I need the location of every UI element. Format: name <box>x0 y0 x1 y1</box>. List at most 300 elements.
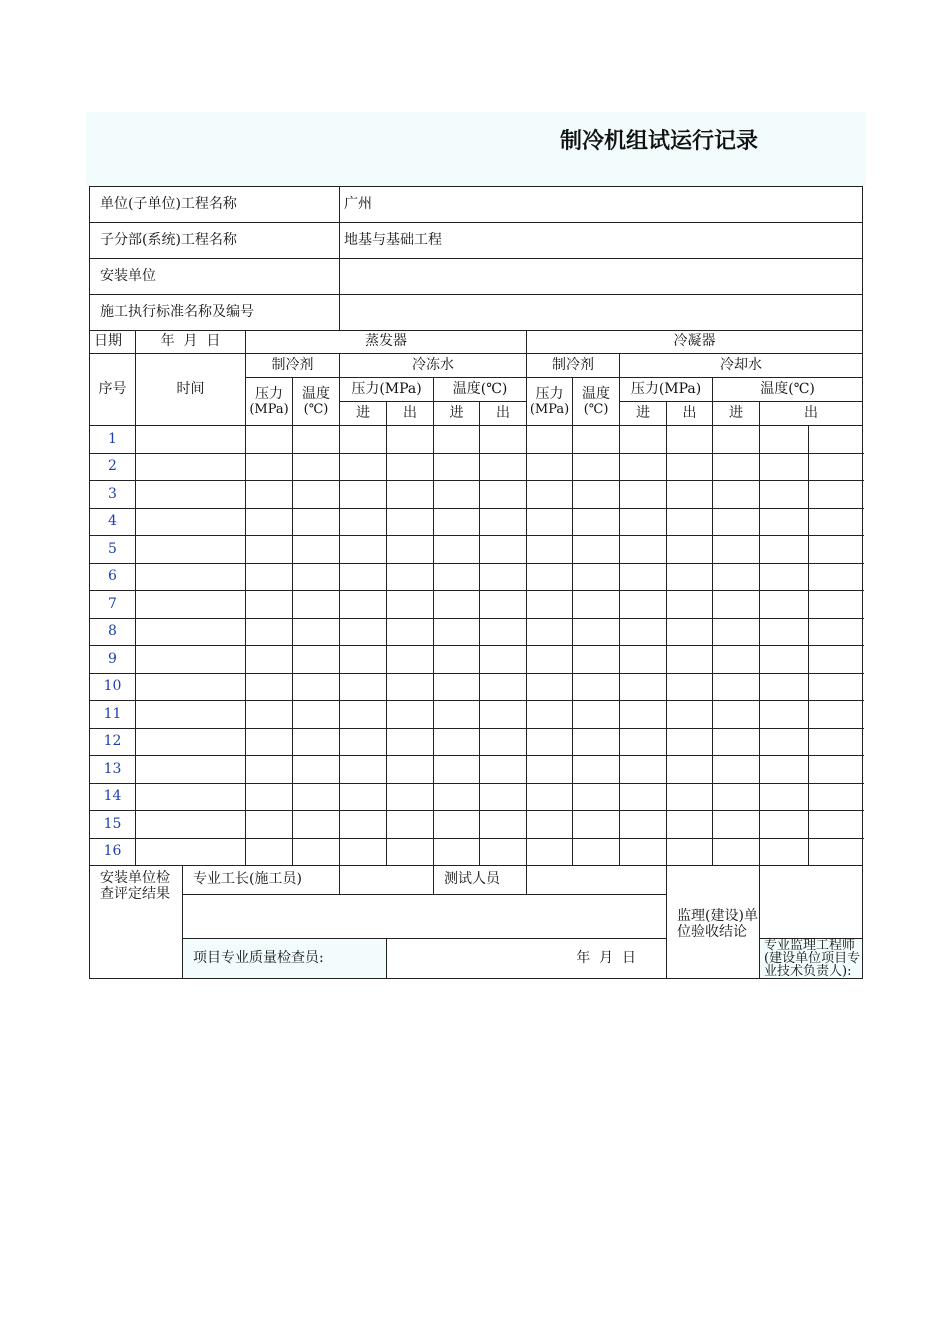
reading-cell[interactable] <box>809 453 863 481</box>
quality-inspector-label: 项目专业质量检查员: <box>183 939 387 979</box>
reading-cell[interactable] <box>480 536 527 564</box>
row-number: 15 <box>90 811 136 839</box>
time-cell[interactable] <box>136 728 246 756</box>
reading-cell[interactable] <box>573 618 620 646</box>
supervision-blank <box>760 866 863 939</box>
reading-cell[interactable] <box>667 508 713 536</box>
reading-cell[interactable] <box>480 756 527 784</box>
reading-cell[interactable] <box>809 536 863 564</box>
foreman-value[interactable] <box>340 866 434 895</box>
reading-cell[interactable] <box>573 426 620 454</box>
reading-cell[interactable] <box>760 618 809 646</box>
table-row <box>90 783 863 811</box>
reading-cell[interactable] <box>809 426 863 454</box>
reading-cell[interactable] <box>434 481 480 509</box>
row-number: 5 <box>90 536 136 564</box>
reading-cell[interactable] <box>760 673 809 701</box>
reading-cell[interactable] <box>434 591 480 619</box>
reading-cell[interactable] <box>293 646 340 674</box>
reading-cell[interactable] <box>293 673 340 701</box>
reading-cell[interactable] <box>527 646 573 674</box>
record-table <box>89 186 863 979</box>
reading-cell[interactable] <box>387 783 434 811</box>
reading-cell[interactable] <box>760 646 809 674</box>
cooling-temperature-in: 进 <box>713 402 760 426</box>
reading-cell[interactable] <box>809 728 863 756</box>
footer-row-signers <box>90 866 863 895</box>
reading-cell[interactable] <box>480 453 527 481</box>
reading-cell[interactable] <box>667 673 713 701</box>
row-number: 9 <box>90 646 136 674</box>
reading-cell[interactable] <box>527 811 573 839</box>
cond-pressure-unit: (MPa) <box>529 401 570 417</box>
reading-cell[interactable] <box>246 426 293 454</box>
reading-cell[interactable] <box>246 536 293 564</box>
reading-cell[interactable] <box>293 453 340 481</box>
reading-cell[interactable] <box>713 618 760 646</box>
reading-cell[interactable] <box>809 756 863 784</box>
table-row <box>90 618 863 646</box>
reading-cell[interactable] <box>713 563 760 591</box>
reading-cell[interactable] <box>293 591 340 619</box>
reading-cell[interactable] <box>527 481 573 509</box>
table-row <box>90 563 863 591</box>
time-header: 时间 <box>136 354 246 426</box>
time-cell[interactable] <box>136 783 246 811</box>
install-result-value[interactable] <box>183 895 667 939</box>
info-row-standard <box>90 295 863 331</box>
row-number: 10 <box>90 673 136 701</box>
reading-cell[interactable] <box>573 481 620 509</box>
reading-cell[interactable] <box>434 756 480 784</box>
reading-cell[interactable] <box>293 618 340 646</box>
info-row-project <box>90 187 863 223</box>
inspection-date: 年 月 日 <box>387 939 667 979</box>
table-row <box>90 453 863 481</box>
row-number: 8 <box>90 618 136 646</box>
reading-cell[interactable] <box>293 536 340 564</box>
reading-cell[interactable] <box>340 591 387 619</box>
reading-cell[interactable] <box>387 453 434 481</box>
reading-cell[interactable] <box>246 701 293 729</box>
reading-cell[interactable] <box>340 728 387 756</box>
reading-cell[interactable] <box>713 673 760 701</box>
chilled-temperature-in: 进 <box>434 402 480 426</box>
project-name-value: 广州 <box>340 187 863 223</box>
cond-temperature-unit: (℃) <box>583 401 609 417</box>
reading-cell[interactable] <box>434 673 480 701</box>
reading-cell[interactable] <box>340 563 387 591</box>
reading-cell[interactable] <box>246 728 293 756</box>
time-cell[interactable] <box>136 453 246 481</box>
table-row <box>90 701 863 729</box>
reading-cell[interactable] <box>246 756 293 784</box>
row-number: 1 <box>90 426 136 454</box>
reading-cell[interactable] <box>527 508 573 536</box>
reading-cell[interactable] <box>387 508 434 536</box>
reading-cell[interactable] <box>387 618 434 646</box>
reading-cell[interactable] <box>387 673 434 701</box>
reading-cell[interactable] <box>809 783 863 811</box>
reading-cell[interactable] <box>760 811 809 839</box>
reading-cell[interactable] <box>760 591 809 619</box>
reading-cell[interactable] <box>340 756 387 784</box>
install-result-label: 安装单位检查评定结果 <box>90 866 183 979</box>
reading-cell[interactable] <box>573 701 620 729</box>
reading-cell[interactable] <box>293 508 340 536</box>
reading-cell[interactable] <box>480 426 527 454</box>
reading-cell[interactable] <box>527 536 573 564</box>
reading-cell[interactable] <box>760 481 809 509</box>
time-cell[interactable] <box>136 563 246 591</box>
time-cell[interactable] <box>136 811 246 839</box>
reading-cell[interactable] <box>760 426 809 454</box>
reading-cell[interactable] <box>480 646 527 674</box>
evap-pressure-header <box>246 378 293 426</box>
reading-cell[interactable] <box>809 563 863 591</box>
header-row-date <box>90 331 863 354</box>
chilled-water-header: 冷冻水 <box>340 354 527 378</box>
reading-cell[interactable] <box>246 673 293 701</box>
reading-cell[interactable] <box>809 673 863 701</box>
reading-cell[interactable] <box>480 673 527 701</box>
reading-cell[interactable] <box>713 811 760 839</box>
reading-cell[interactable] <box>480 591 527 619</box>
reading-cell[interactable] <box>760 756 809 784</box>
reading-cell[interactable] <box>809 508 863 536</box>
reading-cell[interactable] <box>527 728 573 756</box>
reading-cell[interactable] <box>809 646 863 674</box>
reading-cell[interactable] <box>340 618 387 646</box>
row-number: 6 <box>90 563 136 591</box>
reading-cell[interactable] <box>293 701 340 729</box>
reading-cell[interactable] <box>434 426 480 454</box>
reading-cell[interactable] <box>434 838 480 866</box>
reading-cell[interactable] <box>527 426 573 454</box>
reading-cell[interactable] <box>573 811 620 839</box>
time-cell[interactable] <box>136 536 246 564</box>
reading-cell[interactable] <box>620 563 667 591</box>
reading-cell[interactable] <box>246 481 293 509</box>
reading-cell[interactable] <box>760 728 809 756</box>
standard-label: 施工执行标准名称及编号 <box>90 295 340 331</box>
evap-temperature-label: 温度 <box>302 385 331 402</box>
reading-cell[interactable] <box>434 783 480 811</box>
table-row <box>90 508 863 536</box>
reading-cell[interactable] <box>713 838 760 866</box>
reading-cell[interactable] <box>620 811 667 839</box>
reading-cell[interactable] <box>434 811 480 839</box>
reading-cell[interactable] <box>246 453 293 481</box>
reading-cell[interactable] <box>667 426 713 454</box>
reading-cell[interactable] <box>246 563 293 591</box>
reading-cell[interactable] <box>620 618 667 646</box>
reading-cell[interactable] <box>340 811 387 839</box>
reading-cell[interactable] <box>480 811 527 839</box>
reading-cell[interactable] <box>387 536 434 564</box>
reading-cell[interactable] <box>480 481 527 509</box>
reading-cell[interactable] <box>713 508 760 536</box>
chilled-pressure-out: 出 <box>387 402 434 426</box>
reading-cell[interactable] <box>387 591 434 619</box>
time-cell[interactable] <box>136 756 246 784</box>
evap-temperature-unit: (℃) <box>303 401 329 417</box>
reading-cell[interactable] <box>667 591 713 619</box>
reading-cell[interactable] <box>434 453 480 481</box>
reading-cell[interactable] <box>809 481 863 509</box>
reading-cell[interactable] <box>667 618 713 646</box>
reading-cell[interactable] <box>293 756 340 784</box>
reading-cell[interactable] <box>246 838 293 866</box>
reading-cell[interactable] <box>387 646 434 674</box>
row-number: 11 <box>90 701 136 729</box>
reading-cell[interactable] <box>667 811 713 839</box>
reading-cell[interactable] <box>573 728 620 756</box>
reading-cell[interactable] <box>620 783 667 811</box>
time-cell[interactable] <box>136 646 246 674</box>
reading-cell[interactable] <box>573 756 620 784</box>
condenser-header: 冷凝器 <box>527 331 863 354</box>
cooling-pressure-out: 出 <box>667 402 713 426</box>
reading-cell[interactable] <box>293 481 340 509</box>
header-row-media <box>90 354 863 378</box>
reading-cell[interactable] <box>809 701 863 729</box>
reading-cell[interactable] <box>809 591 863 619</box>
reading-cell[interactable] <box>713 481 760 509</box>
row-number: 14 <box>90 783 136 811</box>
reading-cell[interactable] <box>246 646 293 674</box>
reading-cell[interactable] <box>713 783 760 811</box>
reading-cell[interactable] <box>434 701 480 729</box>
reading-cell[interactable] <box>527 453 573 481</box>
reading-cell[interactable] <box>809 618 863 646</box>
reading-cell[interactable] <box>434 618 480 646</box>
time-cell[interactable] <box>136 618 246 646</box>
reading-cell[interactable] <box>667 563 713 591</box>
reading-cell[interactable] <box>480 783 527 811</box>
reading-cell[interactable] <box>573 646 620 674</box>
reading-cell[interactable] <box>340 646 387 674</box>
reading-cell[interactable] <box>573 508 620 536</box>
reading-cell[interactable] <box>434 563 480 591</box>
row-number: 2 <box>90 453 136 481</box>
reading-cell[interactable] <box>713 756 760 784</box>
reading-cell[interactable] <box>620 536 667 564</box>
table-row <box>90 536 863 564</box>
table-row <box>90 481 863 509</box>
cooling-water-header: 冷却水 <box>620 354 863 378</box>
reading-cell[interactable] <box>293 811 340 839</box>
reading-cell[interactable] <box>434 728 480 756</box>
reading-cell[interactable] <box>620 646 667 674</box>
reading-cell[interactable] <box>620 508 667 536</box>
reading-cell[interactable] <box>434 508 480 536</box>
reading-cell[interactable] <box>246 811 293 839</box>
evap-pressure-label: 压力 <box>255 385 283 402</box>
reading-cell[interactable] <box>620 673 667 701</box>
reading-cell[interactable] <box>760 838 809 866</box>
evaporator-header: 蒸发器 <box>246 331 527 354</box>
reading-cell[interactable] <box>620 728 667 756</box>
reading-cell[interactable] <box>387 838 434 866</box>
reading-cell[interactable] <box>573 536 620 564</box>
supervision-label: 监理(建设)单位验收结论 <box>667 866 760 979</box>
reading-cell[interactable] <box>480 728 527 756</box>
info-row-installer <box>90 259 863 295</box>
table-row <box>90 811 863 839</box>
row-number: 4 <box>90 508 136 536</box>
reading-cell[interactable] <box>573 453 620 481</box>
reading-cell[interactable] <box>809 838 863 866</box>
reading-cell[interactable] <box>620 701 667 729</box>
tester-label: 测试人员 <box>434 866 527 895</box>
reading-cell[interactable] <box>527 838 573 866</box>
supervisor-label: 专业监理工程师(建设单位项目专业技术负责人): <box>760 939 863 979</box>
reading-cell[interactable] <box>760 563 809 591</box>
reading-cell[interactable] <box>340 673 387 701</box>
reading-cell[interactable] <box>340 536 387 564</box>
info-row-subdivision <box>90 223 863 259</box>
reading-cell[interactable] <box>713 453 760 481</box>
reading-cell[interactable] <box>667 646 713 674</box>
cond-pressure-header <box>527 378 573 426</box>
reading-cell[interactable] <box>713 591 760 619</box>
reading-cell[interactable] <box>667 536 713 564</box>
reading-cell[interactable] <box>387 811 434 839</box>
cond-temperature-header <box>573 378 620 426</box>
reading-cell[interactable] <box>480 701 527 729</box>
reading-cell[interactable] <box>387 563 434 591</box>
table-row <box>90 646 863 674</box>
reading-cell[interactable] <box>527 756 573 784</box>
table-row <box>90 838 863 866</box>
record-sheet <box>89 186 861 979</box>
reading-cell[interactable] <box>760 453 809 481</box>
time-cell[interactable] <box>136 426 246 454</box>
chilled-temperature-header: 温度(℃) <box>434 378 527 402</box>
seq-header: 序号 <box>90 354 136 426</box>
reading-cell[interactable] <box>246 508 293 536</box>
reading-cell[interactable] <box>293 783 340 811</box>
reading-cell[interactable] <box>246 783 293 811</box>
reading-cell[interactable] <box>293 838 340 866</box>
row-number: 12 <box>90 728 136 756</box>
tester-value[interactable] <box>527 866 667 895</box>
reading-cell[interactable] <box>340 783 387 811</box>
chilled-temperature-out: 出 <box>480 402 527 426</box>
reading-cell[interactable] <box>620 591 667 619</box>
reading-cell[interactable] <box>434 536 480 564</box>
reading-cell[interactable] <box>573 591 620 619</box>
reading-cell[interactable] <box>620 453 667 481</box>
reading-cell[interactable] <box>667 453 713 481</box>
reading-cell[interactable] <box>573 783 620 811</box>
reading-cell[interactable] <box>527 701 573 729</box>
reading-cell[interactable] <box>620 756 667 784</box>
time-cell[interactable] <box>136 838 246 866</box>
reading-cell[interactable] <box>809 811 863 839</box>
reading-cell[interactable] <box>527 618 573 646</box>
time-cell[interactable] <box>136 701 246 729</box>
reading-cell[interactable] <box>527 563 573 591</box>
reading-cell[interactable] <box>620 481 667 509</box>
reading-cell[interactable] <box>480 508 527 536</box>
reading-cell[interactable] <box>293 728 340 756</box>
reading-cell[interactable] <box>246 591 293 619</box>
time-cell[interactable] <box>136 481 246 509</box>
reading-cell[interactable] <box>527 591 573 619</box>
reading-cell[interactable] <box>760 701 809 729</box>
reading-cell[interactable] <box>573 673 620 701</box>
subdivision-name-value: 地基与基础工程 <box>340 223 863 259</box>
reading-cell[interactable] <box>340 701 387 729</box>
chilled-pressure-in: 进 <box>340 402 387 426</box>
reading-cell[interactable] <box>667 481 713 509</box>
reading-cell[interactable] <box>713 536 760 564</box>
reading-cell[interactable] <box>387 728 434 756</box>
reading-cell[interactable] <box>713 701 760 729</box>
reading-cell[interactable] <box>713 426 760 454</box>
reading-cell[interactable] <box>713 646 760 674</box>
reading-cell[interactable] <box>527 783 573 811</box>
reading-cell[interactable] <box>340 426 387 454</box>
reading-cell[interactable] <box>387 426 434 454</box>
date-value: 年 月 日 <box>136 331 246 354</box>
reading-cell[interactable] <box>667 783 713 811</box>
time-cell[interactable] <box>136 508 246 536</box>
reading-cell[interactable] <box>387 481 434 509</box>
reading-cell[interactable] <box>293 426 340 454</box>
evap-temperature-header <box>293 378 340 426</box>
reading-cell[interactable] <box>667 756 713 784</box>
reading-cell[interactable] <box>480 838 527 866</box>
reading-cell[interactable] <box>667 728 713 756</box>
subdivision-name-label: 子分部(系统)工程名称 <box>90 223 340 259</box>
reading-cell[interactable] <box>620 838 667 866</box>
reading-cell[interactable] <box>573 563 620 591</box>
reading-cell[interactable] <box>760 536 809 564</box>
reading-cell[interactable] <box>340 453 387 481</box>
reading-cell[interactable] <box>760 508 809 536</box>
page-title: 制冷机组试运行记录 <box>560 129 759 154</box>
reading-cell[interactable] <box>480 618 527 646</box>
standard-value <box>340 295 863 331</box>
reading-cell[interactable] <box>573 838 620 866</box>
reading-cell[interactable] <box>713 728 760 756</box>
cond-refrigerant-header: 制冷剂 <box>527 354 620 378</box>
reading-cell[interactable] <box>387 701 434 729</box>
row-number: 16 <box>90 838 136 866</box>
reading-cell[interactable] <box>340 481 387 509</box>
cond-temperature-label: 温度 <box>582 385 611 402</box>
table-row <box>90 728 863 756</box>
reading-cell[interactable] <box>760 783 809 811</box>
reading-cell[interactable] <box>340 508 387 536</box>
reading-cell[interactable] <box>293 563 340 591</box>
reading-cell[interactable] <box>620 426 667 454</box>
time-cell[interactable] <box>136 673 246 701</box>
reading-cell[interactable] <box>246 618 293 646</box>
row-number: 7 <box>90 591 136 619</box>
reading-cell[interactable] <box>480 563 527 591</box>
reading-cell[interactable] <box>340 838 387 866</box>
reading-cell[interactable] <box>667 838 713 866</box>
reading-cell[interactable] <box>667 701 713 729</box>
time-cell[interactable] <box>136 591 246 619</box>
reading-cell[interactable] <box>434 646 480 674</box>
reading-cell[interactable] <box>387 756 434 784</box>
reading-cell[interactable] <box>527 673 573 701</box>
